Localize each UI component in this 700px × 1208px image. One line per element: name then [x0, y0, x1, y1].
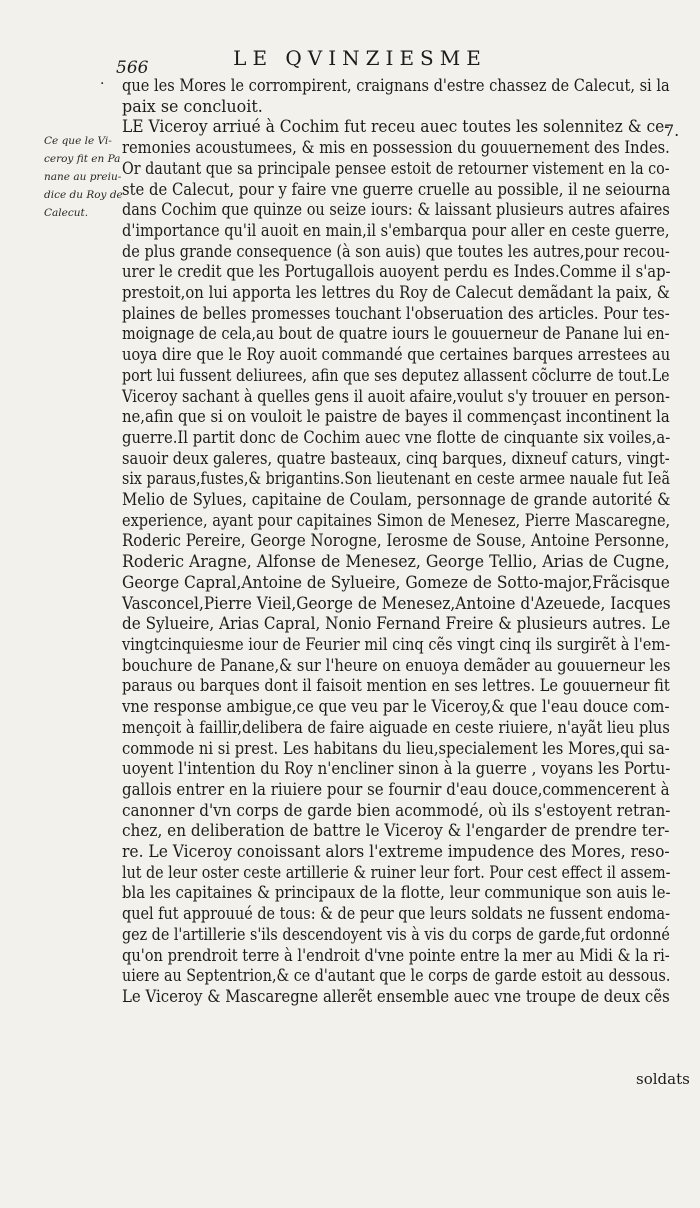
- text-line: Melio de Sylues, capitaine de Coulam, personnage de grande autorité &: [122, 490, 671, 510]
- text-line: George Capral,Antoine de Sylueire, Gomeze de Sotto-major,Frãcisque: [122, 572, 670, 592]
- body-text: [122, 76, 682, 1008]
- text-line: remonies acoustumees, & mis en possession du gouuernement des Indes.: [122, 138, 670, 158]
- text-line: ne,afin que si on vouloit le paistre de bayes il commençast incontinent la: [122, 407, 670, 427]
- text-line: paix se concluoit.: [122, 96, 263, 116]
- running-head: LE QVINZIESME: [233, 46, 487, 70]
- margin-note: [44, 132, 122, 222]
- text-line: re. Le Viceroy conoissant alors l'extreme impudence des Mores, reso-: [122, 842, 670, 862]
- text-line: Roderic Pereire, George Norogne, Ierosme de Souse, Antoine Personne,: [122, 531, 670, 551]
- text-line: qu'on prendroit terre à l'endroit d'vne pointe entre la mer au Midi & la ri-: [122, 945, 670, 965]
- text-line: Roderic Aragne, Alfonse de Menesez, George Tellio, Arias de Cugne,: [122, 552, 670, 572]
- text-line: gez de l'artillerie s'ils descendoyent vis à vis du corps de garde,fut ordonné: [122, 924, 670, 944]
- text-line: lut de leur oster ceste artillerie & ruiner leur fort. Pour cest effect il assem-: [122, 862, 671, 882]
- margin-note-line: ceroy fit en Pa: [44, 153, 121, 165]
- text-line: de plus grande consequence (à son auis) que toutes les autres,pour recou-: [122, 241, 670, 261]
- text-line: paraus ou barques dont il faisoit mention en ses lettres. Le gouuerneur fit: [122, 676, 670, 696]
- margin-note-line: Calecut.: [44, 207, 89, 219]
- text-line: uoyent l'intention du Roy n'encliner sinon à la guerre , voyans les Portu-: [122, 759, 671, 779]
- text-line: dans Cochim que quinze ou seize iours: & laissant plusieurs autres afaires: [122, 200, 670, 220]
- text-line: uoya dire que le Roy auoit commandé que certaines barques arrestees au: [122, 345, 671, 365]
- text-line: bouchure de Panane,& sur l'heure on enuoya demãder au gouuerneur les: [122, 655, 671, 675]
- text-line: sauoir deux galeres, quatre basteaux, cinq barques, dixneuf caturs, vingt-: [122, 448, 670, 468]
- text-line: urer le credit que les Portugallois auoyent perdu es Indes.Comme il s'ap-: [122, 262, 671, 282]
- text-line: Vasconcel,Pierre Vieil,George de Menesez,Antoine d'Azeuede, Iacques: [122, 593, 671, 613]
- margin-note-line: nane au preiu-: [44, 171, 122, 183]
- text-line: vne response ambigue,ce que veu par le Viceroy,& que l'eau douce com-: [122, 697, 670, 717]
- text-line: ste de Calecut, pour y faire vne guerre cruelle au possible, il ne seiourna: [122, 179, 671, 199]
- text-line: Or dautant que sa principale pensee estoit de retourner vistement en la co-: [122, 158, 670, 178]
- text-line: port lui fussent deliurees, afin que ses deputez allassent cõclurre de tout.Le: [122, 365, 670, 385]
- text-line: six paraus,fustes,& brigantins.Son lieutenant en ceste armee nauale fut Ieã: [122, 469, 671, 489]
- text-line: mençoit à faillir,delibera de faire aiguade en ceste riuiere, n'ayãt lieu plus: [122, 717, 670, 737]
- text-line: gallois entrer en la riuiere pour se fournir d'eau douce,commencerent à: [122, 779, 670, 799]
- text-line: quel fut approuué de tous: & de peur que leurs soldats ne fussent endoma-: [122, 904, 670, 924]
- text-line: d'importance qu'il auoit en main,il s'embarqua pour aller en ceste guerre,: [122, 220, 670, 240]
- text-line: experience, ayant pour capitaines Simon de Menesez, Pierre Mascaregne,: [122, 510, 671, 530]
- margin-note-line: dice du Roy de: [44, 189, 123, 201]
- text-line: que les Mores le corrompirent, craignans d'estre chassez de Calecut, si la: [122, 76, 670, 95]
- text-line: commode ni si prest. Les habitans du lieu,specialement les Mores,qui sa-: [122, 738, 670, 758]
- text-line: uiere au Septentrion,& ce d'autant que le corps de garde estoit au dessous.: [122, 966, 671, 986]
- text-line: canonner d'vn corps de garde bien acommodé, où ils s'estoyent retran-: [122, 800, 671, 820]
- text-line: prestoit,on lui apporta les lettres du Roy de Calecut demãdant la paix, &: [122, 283, 671, 303]
- text-line: guerre.Il partit donc de Cochim auec vne flotte de cinquante six voiles,a-: [122, 427, 671, 447]
- text-line: Viceroy sachant à quelles gens il auoit afaire,voulut s'y trouuer en person-: [122, 386, 670, 406]
- text-line: de Sylueire, Arias Capral, Nonio Fernand Freire & plusieurs autres. Le: [122, 614, 671, 634]
- side-number: 7.: [664, 121, 680, 140]
- margin-note-line: Ce que le Vi-: [44, 135, 112, 147]
- marginal-mark: ·: [100, 76, 105, 92]
- text-line: bla les capitaines & principaux de la flotte, leur communique son auis le-: [122, 883, 671, 903]
- text-line: moignage de cela,au bout de quatre iours le gouuerneur de Panane lui en-: [122, 324, 670, 344]
- text-line: plaines de belles promesses touchant l'obseruation des articles. Pour tes-: [122, 303, 670, 323]
- text-line: chez, en deliberation de battre le Viceroy & l'engarder de prendre ter-: [122, 821, 670, 841]
- text-line: LE Viceroy arriué à Cochim fut receu auec toutes les solennitez & ce-: [122, 117, 670, 137]
- catchword: soldats: [636, 1070, 690, 1088]
- text-line: Le Viceroy & Mascaregne allerẽt ensemble auec vne troupe de deux cẽs: [122, 986, 670, 1006]
- text-line: vingtcinquiesme iour de Feurier mil cinq cẽs vingt cinq ils surgirẽt à l'em-: [122, 634, 671, 654]
- page-number: 566: [116, 58, 149, 78]
